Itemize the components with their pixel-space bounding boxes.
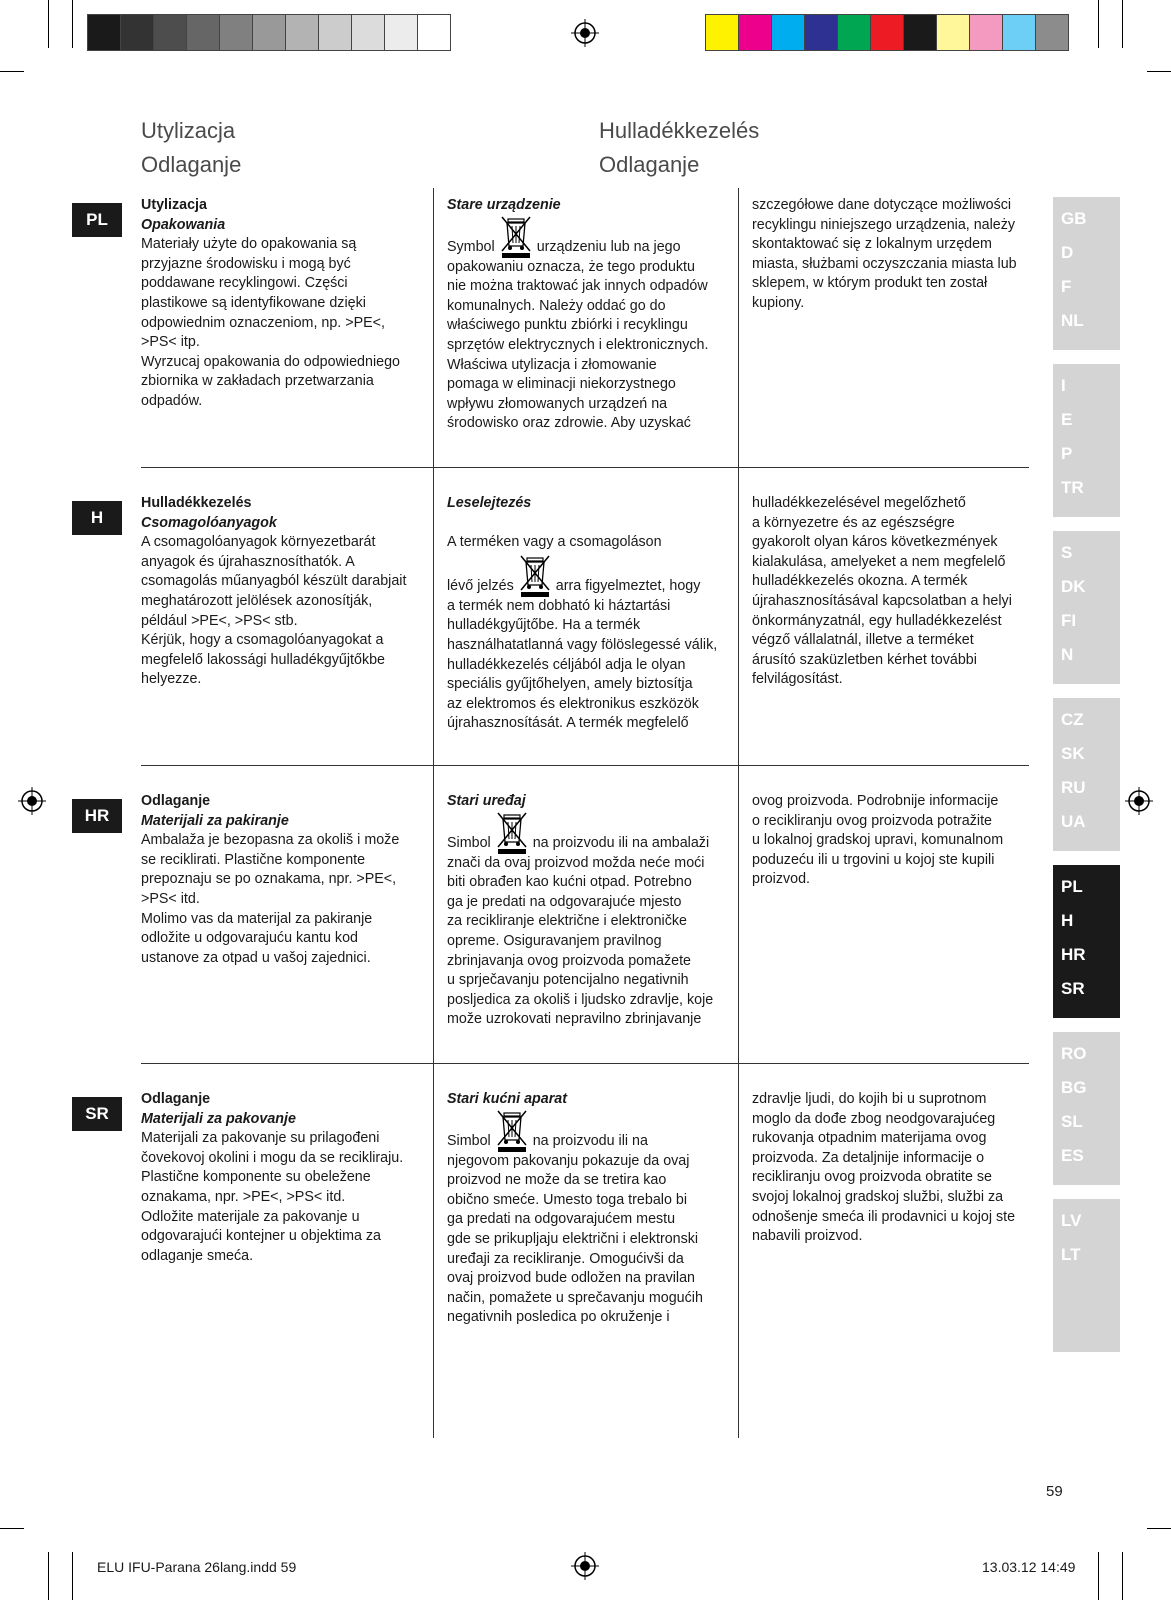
language-code-badge: SR bbox=[72, 1097, 122, 1131]
language-code-badge: PL bbox=[72, 203, 122, 237]
language-tab-label: HR bbox=[1061, 945, 1086, 964]
symbol-line bbox=[447, 810, 732, 854]
text-line: árusító szaküzletben kérhet további bbox=[752, 651, 977, 668]
text-line: gde se prikupljaju električni i elektronski bbox=[447, 1230, 699, 1247]
section-title: Hulladékkezelés bbox=[141, 495, 252, 511]
text-line: önkormányzatnál, egy hulladékkezelést bbox=[752, 612, 1002, 629]
language-tab-label: FI bbox=[1061, 611, 1077, 630]
column-packaging bbox=[141, 792, 426, 968]
color-swatch bbox=[1036, 15, 1068, 50]
gray-swatch bbox=[154, 15, 187, 50]
text-line: Wyrzucaj opakowania do odpowiedniego bbox=[141, 353, 400, 370]
language-tab-label: RU bbox=[1061, 778, 1086, 797]
text-line: u sprječavanju potencijalno negativnih bbox=[447, 972, 689, 989]
gray-swatch bbox=[319, 15, 352, 50]
text-line: gyakorolt olyan káros következmények bbox=[752, 534, 998, 551]
text-line: anyagok és újrahasznosíthatók. A bbox=[141, 553, 355, 570]
text-line: uređaji za recikliranje. Omogućivši da bbox=[447, 1250, 684, 1267]
text-line: poduzeću ili u trgovini u kojoj ste kupili bbox=[752, 851, 995, 868]
text-line: plastikowe są identyfikowane dzięki bbox=[141, 294, 366, 311]
section-title: Utylizacja bbox=[141, 197, 207, 213]
text-line: >PS< itd. bbox=[141, 890, 200, 907]
text-line: se reciklirati. Plastične komponente bbox=[141, 851, 366, 868]
text-line: Materiały użyte do opakowania są bbox=[141, 236, 357, 253]
section-divider bbox=[141, 467, 1029, 468]
gray-swatch bbox=[352, 15, 385, 50]
language-code-badge: H bbox=[72, 501, 122, 535]
text-line: helyezze. bbox=[141, 671, 202, 688]
heading-left-2: Odlaganje bbox=[141, 152, 242, 177]
text-line: rukovanja otpadnim materijama ovog bbox=[752, 1130, 987, 1147]
text-line: wpływu złomowanych urządzeń na bbox=[447, 395, 668, 412]
language-tab-label: LV bbox=[1061, 1211, 1082, 1230]
footer-filename: ELU IFU-Parana 26lang.indd 59 bbox=[97, 1559, 297, 1575]
text-line: proizvod ne može da se tretira kao bbox=[447, 1172, 667, 1189]
text-line: kialakulása, amelyeket a nem megfelelő bbox=[752, 553, 1006, 570]
language-tab-label: E bbox=[1061, 410, 1073, 429]
text-line: ovog proizvoda. Podrobnije informacije bbox=[752, 793, 999, 809]
grayscale-calibration-bar bbox=[87, 14, 451, 51]
column-continuation bbox=[752, 196, 1037, 314]
text-line: može uzrokovati nepravilno zbrinjavanje bbox=[447, 1011, 702, 1028]
text-line: ovaj proizvod bude odložen na pravilan bbox=[447, 1270, 695, 1287]
language-tab-label: TR bbox=[1061, 478, 1084, 497]
column-continuation bbox=[752, 494, 1037, 690]
text-line: Plastične komponente su obeležene bbox=[141, 1169, 371, 1186]
text-line: meghatározott jelölések azonosítják, bbox=[141, 592, 373, 609]
language-tab-label: UA bbox=[1061, 812, 1086, 831]
text-line: végző vállalatnál, illetve a terméket bbox=[752, 632, 974, 649]
text-line: zbiornika w zakładach przetwarzania bbox=[141, 373, 374, 390]
text-line: Właściwa utylizacja i złomowanie bbox=[447, 356, 657, 373]
text-line: Molimo vas da materijal za pakiranje bbox=[141, 910, 373, 927]
gray-swatch bbox=[418, 15, 450, 50]
color-swatch bbox=[838, 15, 871, 50]
text-line: lévő jelzés bbox=[447, 577, 514, 594]
registration-mark-icon bbox=[1125, 787, 1153, 815]
column-appliance bbox=[447, 494, 732, 734]
language-tab-label: SK bbox=[1061, 744, 1085, 763]
column-appliance bbox=[447, 1090, 732, 1328]
column-continuation bbox=[752, 1090, 1037, 1247]
text-line: čovekovoj okolini i mogu da se recikliraju. bbox=[141, 1149, 404, 1166]
text-line: zdravlje ljudi, do kojih bi u suprotnom bbox=[752, 1091, 987, 1107]
section-title: Odlaganje bbox=[141, 793, 211, 809]
language-tab-label: SL bbox=[1061, 1112, 1083, 1131]
column-divider bbox=[433, 188, 434, 1438]
text-line: środowisko oraz zdrowie. Aby uzyskać bbox=[447, 415, 691, 432]
language-tab-label: F bbox=[1061, 277, 1072, 296]
language-tab-group[interactable] bbox=[1053, 698, 1120, 851]
language-tab-label: H bbox=[1061, 911, 1074, 930]
language-tab-group[interactable] bbox=[1053, 364, 1120, 517]
heading-right-1: Hulladékkezelés bbox=[599, 118, 760, 143]
text-line: o recikliranju ovog proizvoda potražite bbox=[752, 812, 992, 829]
language-tab-label: GB bbox=[1061, 209, 1087, 228]
color-swatch bbox=[739, 15, 772, 50]
color-swatch bbox=[1003, 15, 1036, 50]
text-line: proizvod. bbox=[752, 871, 811, 888]
symbol-line bbox=[447, 214, 732, 258]
color-swatch bbox=[871, 15, 904, 50]
text-line: znači da ovaj proizvod možda neće moći bbox=[447, 854, 705, 871]
text-line: csomagolás műanyagból készült darabjait bbox=[141, 573, 407, 590]
crop-mark bbox=[1098, 1552, 1099, 1600]
text-line: arra figyelmeztet, hogy bbox=[555, 577, 701, 594]
language-tab-group[interactable] bbox=[1053, 865, 1120, 1018]
text-line: komunalnych. Należy oddać go do bbox=[447, 297, 666, 314]
text-line: speciális gyűjtőhelyen, amely biztosítja bbox=[447, 676, 693, 693]
language-code-badge: HR bbox=[72, 799, 122, 833]
text-line: megfelelő lakossági hulladékgyűjtőkbe bbox=[141, 651, 385, 668]
text-line: hulladékkezelés okozna. A termék bbox=[752, 573, 968, 590]
text-line: odgovarajući kontejner u objektima za bbox=[141, 1228, 382, 1245]
language-tab-label: SR bbox=[1061, 979, 1085, 998]
language-tab-label: NL bbox=[1061, 311, 1084, 330]
language-tab-label: N bbox=[1061, 645, 1074, 664]
text-line: szczegółowe dane dotyczące możliwości bbox=[752, 197, 1012, 213]
text-line: Symbol bbox=[447, 238, 495, 255]
text-line: sklepem, w którym produkt ten został bbox=[752, 275, 988, 292]
text-line: ga predati na odgovarajućem mestu bbox=[447, 1211, 676, 1228]
text-line: właściwego punktu zbiórki i recyklingu bbox=[447, 317, 688, 334]
text-line: Simbol bbox=[447, 834, 491, 851]
text-line: a környezetre és az egészségre bbox=[752, 514, 955, 531]
language-tab-label: PL bbox=[1061, 877, 1083, 896]
text-line: zbrinjavanja ovog proizvoda pomažete bbox=[447, 952, 691, 969]
text-line: opreme. Osiguravanjem pravilnog bbox=[447, 932, 662, 949]
section-subtitle: Stari uređaj bbox=[447, 793, 526, 809]
section-subtitle: Materijali za pakiranje bbox=[141, 812, 289, 829]
text-line: újrahasznosítását. A termék megfelelő bbox=[447, 715, 689, 732]
text-line: >PS< itp. bbox=[141, 334, 200, 351]
registration-mark-icon bbox=[18, 787, 46, 815]
text-line: hulladékgyűjtőbe. Ha a termék bbox=[447, 617, 641, 634]
language-tab-group[interactable] bbox=[1053, 197, 1120, 350]
section-divider bbox=[141, 765, 1029, 766]
gray-swatch bbox=[187, 15, 220, 50]
text-line: na proizvodu ili na bbox=[532, 1132, 648, 1149]
registration-mark-icon bbox=[571, 19, 599, 47]
gray-swatch bbox=[220, 15, 253, 50]
text-line: sprzętów elektrycznych i elektronicznych. bbox=[447, 336, 709, 353]
gray-swatch bbox=[286, 15, 319, 50]
weee-bin-icon bbox=[499, 214, 533, 258]
column-appliance bbox=[447, 196, 732, 434]
text-line: proizvoda. Za detaljnije informacije o bbox=[752, 1149, 985, 1166]
language-tab-label: D bbox=[1061, 243, 1074, 262]
gray-swatch bbox=[121, 15, 154, 50]
gray-swatch bbox=[385, 15, 418, 50]
text-line: például >PE<, >PS< stb. bbox=[141, 612, 298, 629]
text-line: hulladékkezelésével megelőzhető bbox=[752, 495, 966, 511]
text-line: njegovom pakovanju pokazuje da ovaj bbox=[447, 1152, 690, 1169]
language-tab-label: S bbox=[1061, 543, 1073, 562]
text-line: prepoznaju se po oznakama, npr. >PE<, bbox=[141, 871, 397, 888]
column-divider bbox=[738, 188, 739, 1438]
section-subtitle: Leselejtezés bbox=[447, 495, 532, 511]
text-line: za recikliranje električne i elektroničke bbox=[447, 913, 687, 930]
text-line: odnošenje smeća ili prodavnici u kojoj ste bbox=[752, 1208, 1016, 1225]
crop-mark bbox=[1147, 71, 1171, 72]
text-line: obično smeće. Umesto toga trebalo bi bbox=[447, 1191, 687, 1208]
text-line: negativnih posledica po okruženje i bbox=[447, 1309, 670, 1326]
text-line: opakowaniu oznacza, że tego produktu bbox=[447, 258, 695, 275]
color-swatch bbox=[805, 15, 838, 50]
language-tab-group[interactable] bbox=[1053, 531, 1120, 684]
color-swatch bbox=[772, 15, 805, 50]
text-line: odpowiednim oznaczeniom, np. >PE<, bbox=[141, 314, 385, 331]
text-line: odložite u odgovarajuću kantu kod bbox=[141, 930, 358, 947]
crop-mark bbox=[48, 0, 49, 48]
crop-mark bbox=[1122, 0, 1123, 48]
footer-date: 13.03.12 14:49 bbox=[982, 1559, 1076, 1575]
crop-mark bbox=[1098, 0, 1099, 48]
section-divider bbox=[141, 1063, 1029, 1064]
weee-bin-icon bbox=[495, 810, 529, 854]
text-line: kupiony. bbox=[752, 294, 805, 311]
gray-swatch bbox=[88, 15, 121, 50]
text-line: skontaktować się z lokalnym urzędem bbox=[752, 236, 992, 253]
language-tab-label: RO bbox=[1061, 1044, 1087, 1063]
column-packaging bbox=[141, 196, 426, 412]
text-line: odlaganje smeća. bbox=[141, 1247, 254, 1264]
color-swatch bbox=[904, 15, 937, 50]
language-tab-label: I bbox=[1061, 376, 1066, 395]
column-packaging bbox=[141, 494, 426, 690]
language-tab-group[interactable] bbox=[1053, 1032, 1120, 1185]
language-tab-label: CZ bbox=[1061, 710, 1084, 729]
text-line: A terméken vagy a csomagoláson bbox=[447, 534, 662, 551]
crop-mark bbox=[48, 1552, 49, 1600]
text-line: Odložite materijale za pakovanje u bbox=[141, 1208, 360, 1225]
text-line: használhatatlanná vagy fölöslegessé válik, bbox=[447, 636, 718, 653]
registration-mark-icon bbox=[571, 1552, 599, 1580]
crop-mark bbox=[72, 0, 73, 48]
text-line: u lokalnoj gradskoj upravi, komunalnom bbox=[752, 832, 1004, 849]
crop-mark bbox=[0, 71, 24, 72]
weee-bin-icon bbox=[518, 553, 552, 597]
gray-swatch bbox=[253, 15, 286, 50]
text-line: ustanove za otpad u vašoj zajednici. bbox=[141, 949, 371, 966]
text-line: felvilágosítást. bbox=[752, 671, 843, 688]
section-title: Odlaganje bbox=[141, 1091, 211, 1107]
color-swatch bbox=[970, 15, 1003, 50]
text-line: hulladékkezelés céljából adja le olyan bbox=[447, 656, 686, 673]
section-subtitle: Stare urządzenie bbox=[447, 197, 561, 213]
text-line: nie można traktować jak innych odpadów bbox=[447, 278, 708, 295]
section-subtitle: Opakowania bbox=[141, 216, 226, 233]
text-line: újrahasznosításával kapcsolatban a helyi bbox=[752, 592, 1012, 609]
language-tab-group[interactable] bbox=[1053, 1199, 1120, 1352]
text-line: ga je predati na odgovarajuće mjesto bbox=[447, 893, 682, 910]
crop-mark bbox=[1147, 1528, 1171, 1529]
page-number: 59 bbox=[1046, 1483, 1063, 1500]
language-tab-label: LT bbox=[1061, 1245, 1081, 1264]
text-line: Ambalaža je bezopasna za okoliš i može bbox=[141, 832, 400, 849]
text-line: oznakama, npr. >PE<, >PS< itd. bbox=[141, 1188, 346, 1205]
color-swatch bbox=[706, 15, 739, 50]
text-line: poddawane recyklingowi. Części bbox=[141, 275, 348, 292]
color-calibration-bar bbox=[705, 14, 1069, 51]
crop-mark bbox=[1122, 1552, 1123, 1600]
text-line: svojoj lokalnoj gradskoj službi, službi za bbox=[752, 1188, 1004, 1205]
column-appliance bbox=[447, 792, 732, 1030]
column-continuation bbox=[752, 792, 1037, 890]
section-subtitle: Stari kućni aparat bbox=[447, 1091, 567, 1107]
text-line: A csomagolóanyagok környezetbarát bbox=[141, 534, 376, 551]
text-line: recikliranju ovog proizvoda obratite se bbox=[752, 1169, 992, 1186]
text-line: način, pomažete u sprečavanju mogućih bbox=[447, 1289, 703, 1306]
heading-left-1: Utylizacja bbox=[141, 118, 236, 143]
heading-right-2: Odlaganje bbox=[599, 152, 700, 177]
text-line: az elektromos és elektronikus eszközök bbox=[447, 695, 699, 712]
text-line: Materijali za pakovanje su prilagođeni bbox=[141, 1130, 380, 1147]
text-line: Kérjük, hogy a csomagolóanyagokat a bbox=[141, 632, 384, 649]
section-subtitle: Csomagolóanyagok bbox=[141, 514, 277, 531]
text-line: odpadów. bbox=[141, 392, 203, 409]
text-line: pomaga w eliminacji niekorzystnego bbox=[447, 376, 676, 393]
text-line: a termék nem dobható ki háztartási bbox=[447, 597, 671, 614]
language-tab-label: ES bbox=[1061, 1146, 1084, 1165]
symbol-line bbox=[447, 1108, 732, 1152]
column-packaging bbox=[141, 1090, 426, 1266]
language-tab-label: BG bbox=[1061, 1078, 1087, 1097]
text-line: przyjazne środowisku i mogą być bbox=[141, 255, 351, 272]
text-line: Simbol bbox=[447, 1132, 491, 1149]
language-tab-label: DK bbox=[1061, 577, 1086, 596]
text-line: posljedica za okoliš i ljudsko zdravlje, koje bbox=[447, 991, 714, 1008]
crop-mark bbox=[72, 1552, 73, 1600]
text-line: nabavili proizvod. bbox=[752, 1228, 863, 1245]
crop-mark bbox=[0, 1528, 24, 1529]
weee-bin-icon bbox=[495, 1108, 529, 1152]
text-line: moglo da dođe zbog neodgovarajućeg bbox=[752, 1110, 996, 1127]
text-line: miasta, służbami oczyszczania miasta lub bbox=[752, 255, 1017, 272]
language-tab-label: P bbox=[1061, 444, 1073, 463]
text-line: urządzeniu lub na jego bbox=[536, 238, 681, 255]
color-swatch bbox=[937, 15, 970, 50]
section-subtitle: Materijali za pakovanje bbox=[141, 1110, 296, 1127]
text-line: biti obrađen kao kućni otpad. Potrebno bbox=[447, 874, 692, 891]
text-line: na proizvodu ili na ambalaži bbox=[532, 834, 710, 851]
symbol-line bbox=[447, 553, 732, 597]
text-line: recyklingu niniejszego urządzenia, należy bbox=[752, 216, 1016, 233]
